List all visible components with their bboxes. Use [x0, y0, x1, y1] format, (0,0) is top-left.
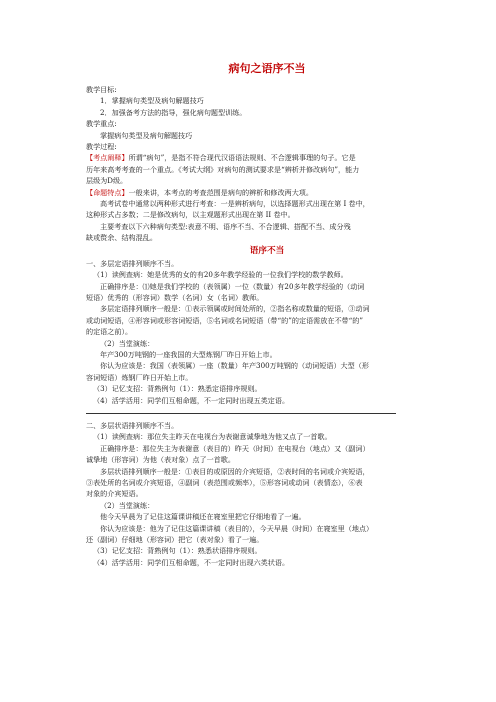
exam-point-text: 所谓“病句”，是指不符合现代汉语语法规则、不合逻辑事理的句子。它是	[128, 153, 356, 163]
proposition-tag: 【命题特点】	[86, 187, 129, 197]
focus-heading: 教学重点:	[86, 119, 117, 129]
part2-line: 对象的介宾短语。	[86, 489, 143, 499]
proposition-line: 缺或赘余、结构混乱。	[86, 233, 157, 243]
process-heading: 教学过程:	[86, 142, 117, 152]
proposition-line	[86, 187, 448, 198]
proposition-line: 主要考查以下六种病句类型:表意不明、语序不当、不合逻辑、搭配不当、成分残	[100, 221, 351, 231]
part1-line: 或动词短语，④形容词或形容词短语，⑤名词或名词短语（带“的”的定语需放在不带“的”	[86, 315, 363, 325]
part1-line: 多层定语排列顺序一般是：①表示领属或时间处所的，②指名称或数量的短语，③动词	[100, 304, 370, 314]
part1-line: （4）活学活用：同学们互相命题，不一定同时出现五类定语。	[93, 395, 290, 405]
part1-line: 的定语之前）。	[86, 327, 133, 337]
part2-line: 他今天早晨为了记住这篇课讲稿还在寝室里把它仔细地看了一遍。	[100, 512, 306, 522]
part2-line: 诚挚地（形容词）为他（表对象）点了一首歌。	[86, 455, 235, 465]
proposition-text: 一般来讲，本考点的考查范围是病句的辨析和修改两大项。	[128, 187, 313, 197]
part2-line: 你认为应该是：他为了记住这篇课讲稿（表目的），今天早晨（时间）在寝室里（地点）	[100, 523, 374, 533]
part2-line: ③表处所的名词或介宾短语，④副词（表范围或频率），⑤形容词或动词（表情态），⑥表	[86, 478, 363, 487]
focus-item: 掌握病句类型及病句解题技巧	[100, 130, 193, 140]
proposition-line: 高考试卷中通常以两种形式进行考查：一是辨析病句，以选择题形式出现在第 I 卷中，	[100, 199, 370, 209]
part1-line: （1）读例查病：她是优秀的女的有20多年教学经验的一位我们学校的数学教师。	[93, 270, 348, 280]
proposition-line: 这种形式占多数；二是修改病句，以主观题形式出现在第 II 卷中。	[86, 210, 295, 220]
section-title: 语序不当	[249, 245, 285, 256]
part2-line: （1）读例查病：那位失主昨天在电视台为表谢意诚挚地为他又点了一首歌。	[93, 432, 332, 442]
part2-line: 正确排序是：那位失主为表谢意（表目的）昨天（时间）在电视台（地点）又（副词）	[100, 443, 370, 453]
exam-point-line: 历年来高考考查的一个重点。《考试大纲》对病句的测试要求是“辨析并修改病句”，能力	[86, 164, 360, 174]
objective-item: 2．加强备考方法的指导，强化病句题型训练。	[100, 107, 247, 117]
part1-line: （2）当堂演练：	[100, 338, 155, 348]
part1-line: 年产300万吨钢的一座我国的大型炼钢厂昨日开始上市。	[100, 349, 277, 359]
section-divider	[86, 413, 396, 414]
objective-item: 1．掌握病句类型及病句解题技巧	[100, 96, 204, 106]
exam-point-line	[86, 152, 448, 163]
exam-point-tag: 【考点阐释】	[86, 153, 129, 163]
part2-line: （4）活学活用：同学们互相命题，不一定同时出现六类状语。	[93, 557, 290, 567]
part2-line: （3）记忆支招：背熟例句（1）：熟悉状语排序规则。	[93, 546, 262, 556]
part1-line: 短语）优秀的（形容词）数学（名词）女（名词）教师。	[86, 292, 264, 302]
part2-heading: 二、多层状语排列顺序不当。	[86, 420, 179, 430]
part1-line: 你认为应该是：我国（表领属）一座（数量）年产300万吨钢的（动词短语）大型（形	[100, 361, 369, 371]
exam-point-line: 层级为D级。	[86, 176, 128, 186]
document-title: 病句之语序不当	[228, 62, 306, 75]
objectives-heading: 教学目标:	[86, 85, 117, 94]
part2-line: 多层状语排列顺序一般是：①表目的或原因的介宾短语，②表时间的名词或介宾短语，	[100, 466, 370, 476]
part1-line: 正确排序是：⑴她是我们学校的（表领属）一位（数量）有20多年教学经验的（动词	[100, 281, 365, 291]
part1-line: （3）记忆支招：背熟例句（1）：熟悉定语排序规则。	[93, 384, 262, 394]
part2-line: 还（副词）仔细地（形容词）把它（表对象）看了一遍。	[86, 535, 264, 545]
part1-line: 容词短语）炼钢厂昨日开始上市。	[86, 372, 193, 382]
part2-line: （2）当堂演练：	[100, 500, 155, 510]
part1-heading: 一、多层定语排列顺序不当。	[86, 258, 179, 268]
